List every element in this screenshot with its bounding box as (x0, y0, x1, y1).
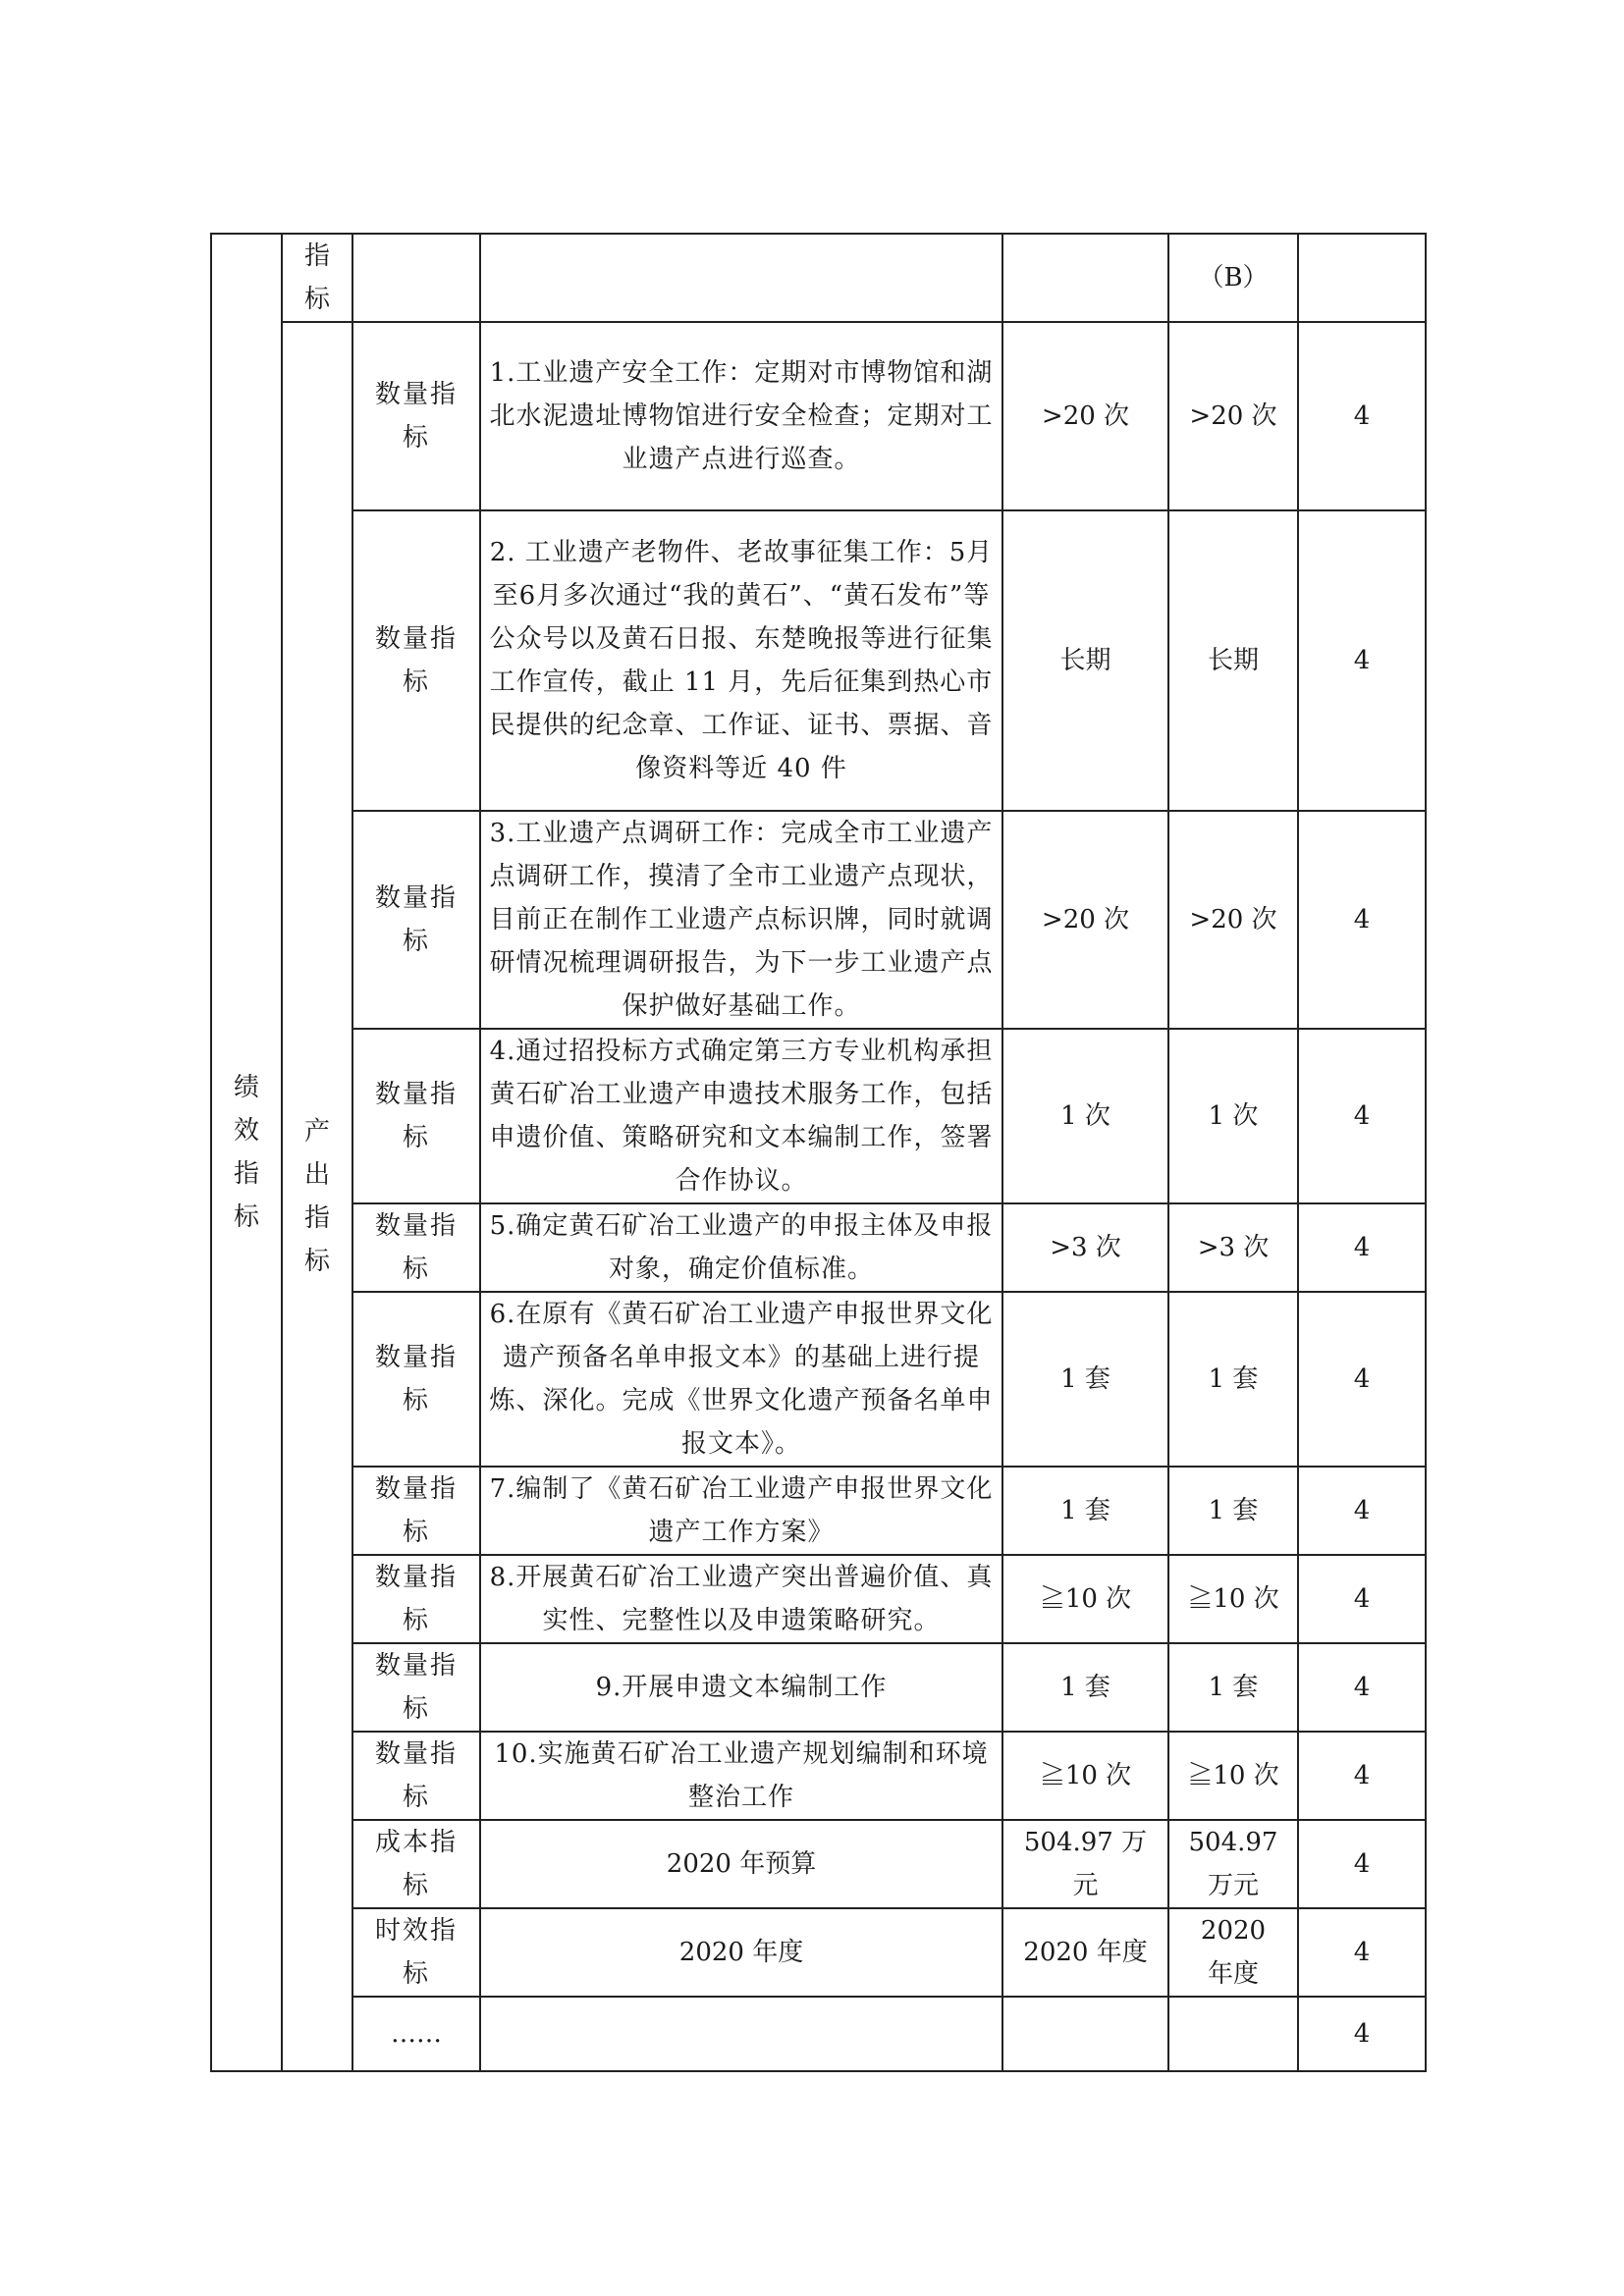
score-value: 4 (1353, 1761, 1371, 1790)
sub-indicator-cell (352, 1732, 480, 1820)
actual-cell (1168, 1732, 1298, 1820)
target-cell (1002, 1643, 1168, 1732)
sub-indicator-label: 数量指标 (374, 1080, 458, 1152)
sub-indicator-cell (352, 811, 480, 1029)
table-row (211, 1555, 1426, 1643)
content-cell (480, 811, 1002, 1029)
sub-indicator-label: 数量指标 (374, 380, 458, 453)
actual-cell (1168, 322, 1298, 510)
score-cell (1298, 1908, 1426, 1997)
actual-cell (1168, 1467, 1298, 1555)
table-row (211, 1203, 1426, 1292)
actual-cell (1168, 811, 1298, 1029)
header-empty-cell (1298, 234, 1426, 322)
actual-value: 1 套 (1208, 1364, 1259, 1394)
sub-indicator-cell (352, 1908, 480, 1997)
indicator-header-cell (282, 234, 352, 322)
actual-cell (1168, 1820, 1298, 1908)
target-value: ≧10 次 (1039, 1584, 1132, 1614)
perf-indicator-label: 绩效指标 (233, 1073, 259, 1232)
content-text: 2020 年预算 (666, 1849, 817, 1879)
content-text: 7.编制了《黄石矿冶工业遗产申报世界文化遗产工作方案》 (489, 1474, 994, 1547)
content-cell (480, 1203, 1002, 1292)
target-value: 1 套 (1060, 1364, 1110, 1394)
actual-value: 长期 (1207, 646, 1259, 675)
content-text: 3.工业遗产点调研工作：完成全市工业遗产点调研工作，摸清了全市工业遗产点现状，目前正在制作工业遗产点标识牌，同时就调研情况梳理调研报告，为下一步工业遗产点保护做好基础工作。 (489, 819, 994, 1021)
cost-row (211, 1820, 1426, 1908)
actual-value: 504.97 万元 (1188, 1828, 1278, 1900)
target-value: 1 套 (1060, 1496, 1110, 1525)
sub-indicator-label: 数量指标 (374, 1211, 458, 1284)
sub-indicator-cell (352, 1467, 480, 1555)
sub-indicator-label: 数量指标 (374, 883, 458, 956)
target-cell (1002, 510, 1168, 811)
sub-indicator-cell (352, 1292, 480, 1467)
score-cell (1298, 1555, 1426, 1643)
score-value: 4 (1353, 1101, 1371, 1131)
actual-value: 1 次 (1208, 1101, 1259, 1131)
score-value: 4 (1353, 1496, 1371, 1525)
target-value: 1 次 (1060, 1101, 1110, 1131)
score-value: 4 (1353, 1673, 1371, 1702)
content-cell (480, 1643, 1002, 1732)
actual-value: 1 套 (1208, 1673, 1259, 1702)
score-value: 4 (1353, 905, 1371, 934)
actual-cell (1168, 510, 1298, 811)
content-cell (480, 1908, 1002, 1997)
target-cell (1002, 322, 1168, 510)
actual-value: ≧10 次 (1187, 1584, 1279, 1614)
score-cell (1298, 1203, 1426, 1292)
actual-value: >20 次 (1189, 401, 1277, 431)
target-value: ≧10 次 (1039, 1761, 1132, 1790)
header-b-cell (1168, 234, 1298, 322)
content-cell (480, 1555, 1002, 1643)
content-text: 8.开展黄石矿冶工业遗产突出普遍价值、真实性、完整性以及申遗策略研究。 (489, 1563, 994, 1635)
sub-indicator-cell (352, 1997, 480, 2071)
table-row (211, 1029, 1426, 1203)
header-empty-cell (480, 234, 1002, 322)
content-cell (480, 1029, 1002, 1203)
target-value: >20 次 (1041, 905, 1130, 934)
target-cell (1002, 811, 1168, 1029)
score-cell (1298, 510, 1426, 811)
indicator-header-label: 指标 (303, 241, 330, 314)
target-cell (1002, 1732, 1168, 1820)
ellipsis-row (211, 1997, 1426, 2071)
score-value: 4 (1353, 1364, 1371, 1394)
sub-indicator-cell (352, 510, 480, 811)
actual-cell (1168, 1292, 1298, 1467)
actual-cell (1168, 1029, 1298, 1203)
content-text: 5.确定黄石矿冶工业遗产的申报主体及申报对象，确定价值标准。 (489, 1211, 994, 1284)
target-value: 长期 (1059, 646, 1111, 675)
perf-indicator-cell (211, 234, 282, 2071)
actual-cell (1168, 1908, 1298, 1997)
content-text: 2020 年度 (678, 1938, 804, 1967)
output-indicator-label: 产出指标 (303, 1117, 330, 1276)
target-cell (1002, 1908, 1168, 1997)
actual-value: 1 套 (1208, 1496, 1259, 1525)
score-value: 4 (1353, 1938, 1371, 1967)
table-row (211, 1292, 1426, 1467)
score-cell (1298, 1029, 1426, 1203)
score-value: 4 (1353, 1849, 1371, 1879)
time-row (211, 1908, 1426, 1997)
actual-cell (1168, 1555, 1298, 1643)
score-cell (1298, 1643, 1426, 1732)
header-empty-cell (352, 234, 480, 322)
ellipsis-label: …… (391, 2019, 442, 2049)
table-row (211, 1467, 1426, 1555)
score-cell (1298, 811, 1426, 1029)
target-cell (1002, 1467, 1168, 1555)
table-row (211, 1732, 1426, 1820)
actual-value: ≧10 次 (1187, 1761, 1279, 1790)
content-cell (480, 1467, 1002, 1555)
score-cell (1298, 322, 1426, 510)
actual-cell (1168, 1643, 1298, 1732)
table-header-row (211, 234, 1426, 322)
score-cell (1298, 1467, 1426, 1555)
actual-cell (1168, 1203, 1298, 1292)
output-indicator-cell (282, 322, 352, 2071)
target-value: >20 次 (1041, 401, 1130, 431)
score-cell (1298, 1997, 1426, 2071)
score-value: 4 (1353, 1233, 1371, 1262)
sub-indicator-label: 数量指标 (374, 1563, 458, 1635)
score-value: 4 (1353, 401, 1371, 431)
sub-indicator-cell (352, 1029, 480, 1203)
content-text: 2. 工业遗产老物件、老故事征集工作：5月至6月多次通过“我的黄石”、“黄石发布”等公众号以及黄石日报、东楚晚报等进行征集工作宣传，截止 11 月，先后征集到热心市民提供的纪念章、工作证、证书、票据、音像资料等近 40 件 (489, 538, 994, 783)
actual-cell (1168, 1997, 1298, 2071)
sub-indicator-cell (352, 1820, 480, 1908)
content-cell (480, 1997, 1002, 2071)
content-text: 10.实施黄石矿冶工业遗产规划编制和环境整治工作 (494, 1739, 989, 1812)
header-empty-cell (1002, 234, 1168, 322)
target-cell (1002, 1029, 1168, 1203)
score-value: 4 (1353, 1584, 1371, 1614)
target-value: 1 套 (1060, 1673, 1110, 1702)
table-row (211, 1643, 1426, 1732)
content-cell (480, 510, 1002, 811)
table-row (211, 510, 1426, 811)
content-text: 6.在原有《黄石矿冶工业遗产申报世界文化遗产预备名单申报文本》的基础上进行提炼、深化。完成《世界文化遗产预备名单申报文本》。 (489, 1300, 994, 1459)
sub-indicator-label: 数量指标 (374, 1343, 458, 1415)
sub-indicator-label: 时效指标 (374, 1916, 458, 1989)
sub-indicator-cell (352, 322, 480, 510)
sub-indicator-label: 数量指标 (374, 1474, 458, 1547)
score-value: 4 (1353, 646, 1371, 675)
content-cell (480, 1292, 1002, 1467)
score-cell (1298, 1732, 1426, 1820)
content-text: 9.开展申遗文本编制工作 (595, 1673, 888, 1702)
table-row (211, 811, 1426, 1029)
target-cell (1002, 1820, 1168, 1908)
sub-indicator-label: 成本指标 (374, 1828, 458, 1900)
content-cell (480, 322, 1002, 510)
sub-indicator-cell (352, 1555, 480, 1643)
sub-indicator-cell (352, 1203, 480, 1292)
score-cell (1298, 1820, 1426, 1908)
sub-indicator-label: 数量指标 (374, 1739, 458, 1812)
target-cell (1002, 1203, 1168, 1292)
sub-indicator-label: 数量指标 (374, 624, 458, 697)
header-b-label: （B） (1198, 263, 1269, 293)
actual-value: >3 次 (1197, 1233, 1270, 1262)
score-cell (1298, 1292, 1426, 1467)
target-cell (1002, 1292, 1168, 1467)
sub-indicator-cell (352, 1643, 480, 1732)
table-row (211, 322, 1426, 510)
target-cell (1002, 1555, 1168, 1643)
content-cell (480, 1732, 1002, 1820)
target-value: 2020 年度 (1023, 1938, 1148, 1967)
actual-value: >20 次 (1189, 905, 1277, 934)
sub-indicator-label: 数量指标 (374, 1651, 458, 1724)
content-cell (480, 1820, 1002, 1908)
target-value: >3 次 (1050, 1233, 1121, 1262)
target-value: 504.97 万元 (1023, 1828, 1148, 1900)
actual-value: 2020 年度 (1200, 1916, 1267, 1989)
content-text: 4.通过招投标方式确定第三方专业机构承担黄石矿冶工业遗产申遗技术服务工作，包括申遗价值、策略研究和文本编制工作，签署合作协议。 (489, 1037, 994, 1196)
target-cell (1002, 1997, 1168, 2071)
score-value: 4 (1353, 2019, 1371, 2049)
content-text: 1.工业遗产安全工作：定期对市博物馆和湖北水泥遗址博物馆进行安全检查；定期对工业遗产点进行巡查。 (489, 358, 994, 474)
performance-table (210, 233, 1427, 2072)
